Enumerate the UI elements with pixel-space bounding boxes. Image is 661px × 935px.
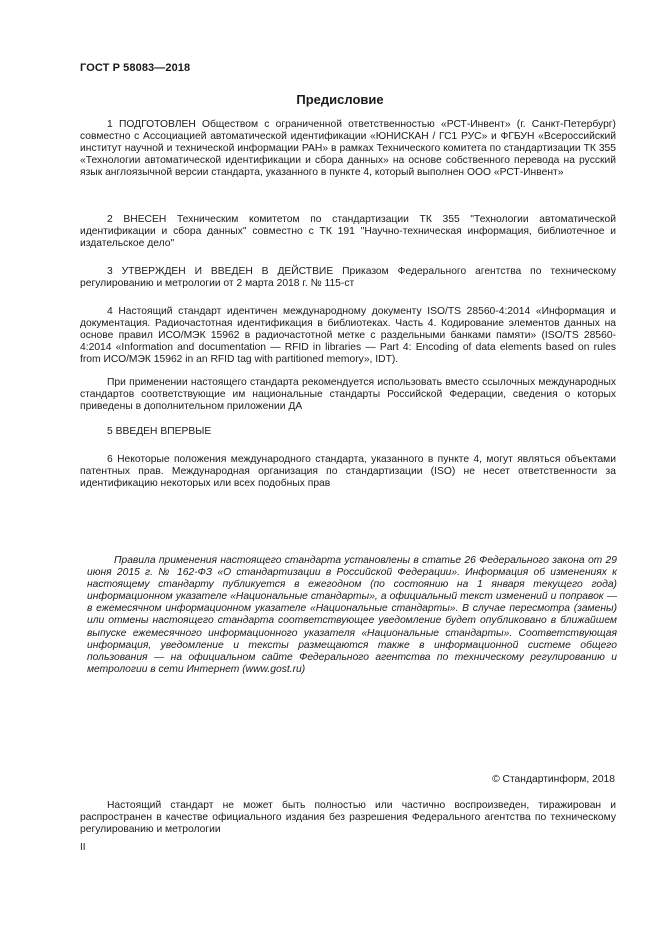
paragraph-patent-rights: 6 Некоторые положения международного стандарта, указанного в пункте 4, могут являться объектами патентных прав. Международная организация по стандартизации (ISO) не несет ответственности за идентификацию некоторых или всех подобных прав [80,454,616,490]
paragraph-approved: 3 УТВЕРЖДЕН И ВВЕДЕН В ДЕЙСТВИЕ Приказом Федерального агентства по техническому регулированию и метрологии от 2 марта 2018 г. № 115-ст [80,266,616,290]
paragraph-application-rules: Правила применения настоящего стандарта установлены в статье 26 Федерального закона от 29 июня 2015 г. № 162-ФЗ «О стандартизации в Российской Федерации». Информация об изменениях к настоящему стандарту публикуется в ежегодном (по состоянию на 1 января текущего года) информационном указателе «Национальные стандарты», а официальный текст изменений и поправок — в ежемесячном информационном указателе «Национальные стандарты». В случае пересмотра (замены) или отмены настоящего стандарта соответствующее уведомление будет опубликовано в ближайшем выпуске ежемесячного информационного указателя «Национальные стандарты». Соответствующая информация, уведомление и тексты размещаются также в информационной системе общего пользования — на официальном сайте Федерального агентства по техническому регулированию и метрологии в сети Интернет (www.gost.ru) [87,555,617,675]
paragraph-reference-standards: При применении настоящего стандарта рекомендуется использовать вместо ссылочных международных стандартов соответствующие им национальные стандарты Российской Федерации, сведения о которых приведены в дополнительном приложении ДА [80,377,616,413]
paragraph-identical-to: 4 Настоящий стандарт идентичен международному документу ISO/TS 28560-4:2014 «Информация и документация. Радиочастотная идентификация в библиотеках. Часть 4. Кодирование элементов данных на основе правил ИСО/МЭК 15962 в радиочастотной метке с раздельными банками памяти» (ISO/TS 28560-4:2014 «Information and documentation — RFID in libraries — Part 4: Encoding of data elements based on rules from ИСО/МЭК 15962 in an RFID tag with partitioned memory», IDT). [80,306,616,366]
document-code: ГОСТ Р 58083—2018 [80,62,191,74]
copyright-notice: © Стандартинформ, 2018 [492,774,615,785]
paragraph-first-introduced: 5 ВВЕДЕН ВПЕРВЫЕ [107,426,212,437]
paragraph-prepared-by: 1 ПОДГОТОВЛЕН Обществом с ограниченной ответственностью «РСТ-Инвент» (г. Санкт-Петербург) совместно с Ассоциацией автоматической идентификации «ЮНИСКАН / ГС1 РУС» и ФГБУН «Всероссийский институт научной и технической информации РАН» в рамках Технического комитета по стандартизации ТК 355 «Технологии автоматической идентификации и сбора данных» на основе собственного перевода на русский язык англоязычной версии стандарта, указанного в пункте 4, который выполнен ООО «РСТ-Инвент» [80,119,616,179]
paragraph-introduced-by: 2 ВНЕСЕН Техническим комитетом по стандартизации ТК 355 "Технологии автоматической идентификации и сбора данных" совместно с ТК 191 "Научно-техническая информация, библиотечное и издательское дело" [80,214,616,250]
paragraph-reproduction-notice: Настоящий стандарт не может быть полностью или частично воспроизведен, тиражирован и распространен в качестве официального издания без разрешения Федерального агентства по техническому регулированию и метрологии [80,800,616,836]
page-number: II [80,842,86,853]
section-title: Предисловие [296,92,384,107]
